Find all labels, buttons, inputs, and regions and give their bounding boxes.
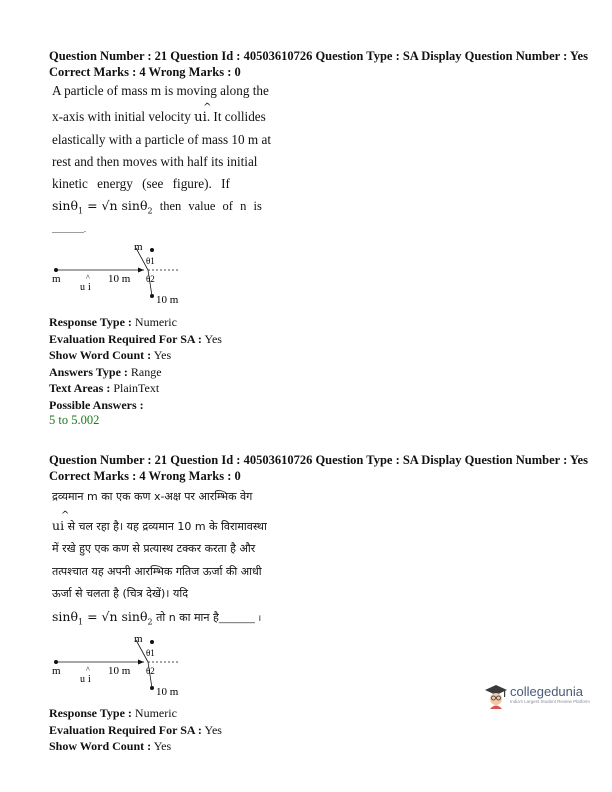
q2-formula: sinθ$_1$ = √n sinθ$_2$ xyxy=(52,608,153,626)
q1-line-1: A particle of mass m is moving along the xyxy=(52,83,269,98)
q1-field-answers-type: Answers Type : Range xyxy=(49,364,162,379)
label-m-top: m xyxy=(134,241,143,253)
q1-line-3: elastically with a particle of mass 10 m at xyxy=(52,132,271,147)
q1-blank: ________. xyxy=(52,224,86,234)
q1-field-response-type: Response Type : Numeric xyxy=(49,315,177,329)
label-i: i xyxy=(88,674,91,685)
particle-m-top-dot xyxy=(150,248,154,252)
q2-field-response-type: Response Type : Numeric xyxy=(49,706,177,720)
q1-field-text-areas: Text Areas : PlainText xyxy=(49,381,160,395)
q1-line-2: x-axis with initial velocity ui ^ . It collides xyxy=(52,106,292,129)
q1-field-evaluation: Evaluation Required For SA : Yes xyxy=(49,331,222,346)
q2-line-5: ऊर्जा से चलता है (चित्र देखें)। यदि xyxy=(52,587,189,600)
q2-response-fields xyxy=(49,705,222,755)
q2-field-evaluation: Evaluation Required For SA : Yes xyxy=(49,722,222,737)
q1-header-line2: Correct Marks : 4 Wrong Marks : 0 xyxy=(49,65,241,79)
q2-line-4: तत्पश्चात यह अपनी आरम्भिक गतिज ऊर्जा की आधी xyxy=(52,564,262,578)
logo-name: collegedunia xyxy=(510,684,584,699)
q2-line-2: ui ^ से चल रहा है। यह द्रव्यमान 10 m के विरामावस्था xyxy=(52,515,302,539)
label-10m: 10 m xyxy=(108,665,131,677)
q2-field-word-count: Show Word Count : Yes xyxy=(49,739,172,753)
label-10m-bottom: 10 m xyxy=(156,686,179,698)
q1-header-line1: Question Number : 21 Question Id : 40503610726 Question Type : SA Display Question Number : Yes xyxy=(49,49,588,63)
q1-field-word-count: Show Word Count : Yes xyxy=(49,348,172,362)
q2-header-line2: Correct Marks : 4 Wrong Marks : 0 xyxy=(49,469,241,483)
label-i: i xyxy=(88,282,91,293)
q2-line-6: sinθ$_1$ = √n sinθ$_2$ तो n का मान है________ । xyxy=(52,608,262,626)
label-theta1: θ1 xyxy=(146,648,155,658)
label-10m: 10 m xyxy=(108,273,131,285)
q1-line-4: rest and then moves with half its initial xyxy=(52,154,258,169)
label-10m-bottom: 10 m xyxy=(156,294,179,306)
q2-question-text xyxy=(52,486,302,634)
q1-possible-answer-value: 5 to 5.002 xyxy=(49,413,100,427)
label-theta1: θ1 xyxy=(146,256,155,266)
q2-velocity-symbol: ui ^ xyxy=(52,509,70,533)
label-u: u xyxy=(80,674,85,685)
velocity-arrow xyxy=(138,660,144,665)
q1-response-fields xyxy=(49,314,222,413)
q2-header-line1: Question Number : 21 Question Id : 40503610726 Question Type : SA Display Question Number : Yes xyxy=(49,453,588,467)
velocity-arrow xyxy=(138,268,144,273)
label-theta2: θ2 xyxy=(146,274,155,284)
label-hat: ^ xyxy=(86,273,90,282)
q2-line-1: द्रव्यमान m का एक कण x-अक्ष पर आरम्भिक वेग xyxy=(52,490,253,503)
q1-line-6: sinθ$_1$ = √n sinθ$_2$ then value of n is xyxy=(52,198,262,216)
q1-formula: sinθ$_1$ = √n sinθ$_2$ xyxy=(52,198,153,216)
particle-10m-dot xyxy=(150,686,154,690)
label-m-top: m xyxy=(134,633,143,645)
label-theta2: θ2 xyxy=(146,666,155,676)
particle-10m-dot xyxy=(150,294,154,298)
q1-velocity-symbol: ui ^ xyxy=(194,102,212,125)
label-u: u xyxy=(80,282,85,293)
q1-question-text xyxy=(52,80,292,237)
graduate-mascot-icon xyxy=(484,684,508,710)
label-m-left: m xyxy=(52,273,61,285)
q1-collision-diagram xyxy=(48,240,198,312)
label-hat: ^ xyxy=(86,665,90,674)
q2-line-3: में रखे हुए एक कण से प्रत्यास्थ टक्कर करता है और xyxy=(52,542,256,555)
logo-tagline: India's Largest Student Review Platform xyxy=(510,699,590,704)
collegedunia-logo xyxy=(484,684,596,712)
q2-collision-diagram xyxy=(48,632,198,704)
label-m-left: m xyxy=(52,665,61,677)
particle-m-top-dot xyxy=(150,640,154,644)
q1-line-5: kinetic energy (see figure). If xyxy=(52,176,230,191)
q1-field-possible-answers: Possible Answers : xyxy=(49,397,144,412)
